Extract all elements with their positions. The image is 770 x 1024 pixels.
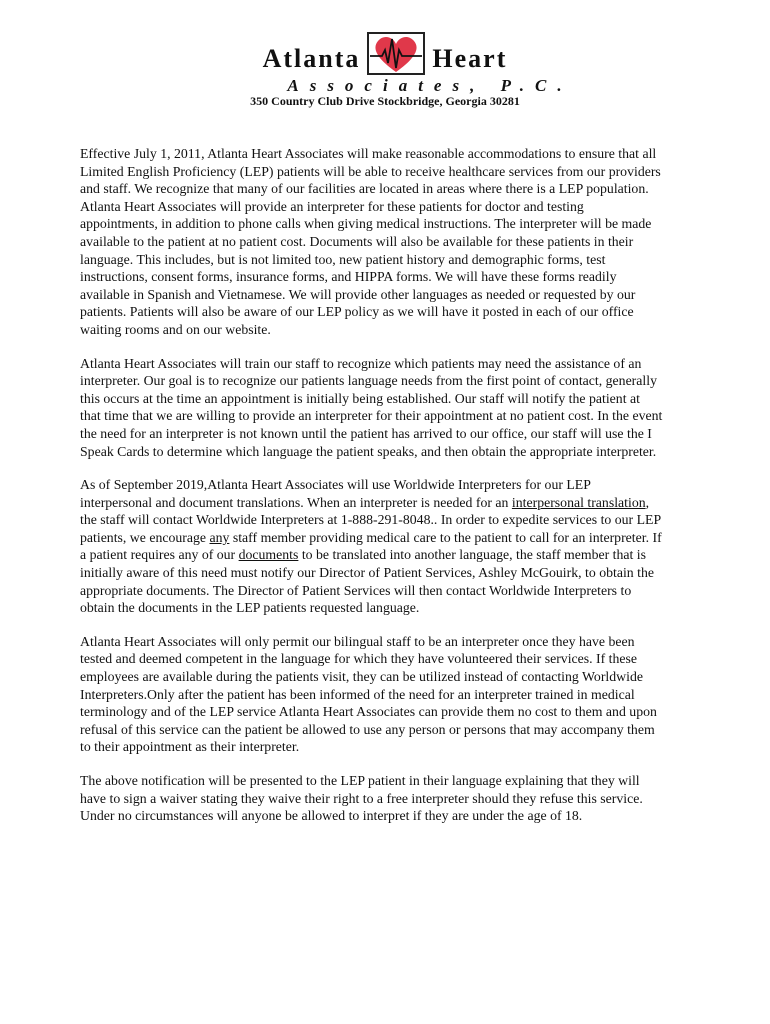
- brand-subtitle: Associates, P.C.: [287, 76, 573, 95]
- brand-word-atlanta: Atlanta: [262, 44, 361, 73]
- paragraph-worldwide-interpreters: [80, 476, 664, 617]
- paragraph-accommodations: Effective July 1, 2011, Atlanta Heart Associates will make reasonable accommodations to ensure that all Limited English Proficiency (LEP) patients will be able to receive healthcare services from our providers and staff. We recognize that many of our facilities are located in areas where there is a LEP population. Atlanta Heart Associates will provide an interpreter for these patients for doctor and testing appointments, in addition to phone calls when giving medical instructions. The interpreter will be made available to the patient at no patient cost. Documents will also be available for these patients in their language. This includes, but is not limited too, new patient history and demographic forms, test instructions, consent forms, insurance forms, and HIPPA forms. We will have these forms readily available in Spanish and Vietnamese. We will provide other languages as needed or requested by our patients. Patients will also be aware of our LEP policy as we will have it posted in each of our office waiting rooms and on our website.: [80, 146, 661, 337]
- paragraph-text-segment: , the staff will contact Worldwide Interpreters at 1-888-291-8048.. In order to expedite services to our LEP patients, we encourage: [80, 494, 661, 545]
- paragraph-waiver-notification: The above notification will be presented to the LEP patient in their language explaining that they will have to sign a waiver stating they waive their right to a free interpreter should they refuse this service. Under no circumstances will anyone be allowed to interpret if they are under the age of 18.: [80, 773, 643, 824]
- paragraph-text-segment: As of September 2019,Atlanta Heart Associates will use Worldwide Interpreters for our LEP interpersonal and document translations. When an interpreter is needed for an: [80, 477, 591, 510]
- address-line: 350 Country Club Drive Stockbridge, Georgia 30281: [250, 94, 520, 108]
- brand-word-heart: Heart: [432, 44, 508, 73]
- underlined-interpersonal-translation: interpersonal translation: [511, 494, 646, 510]
- paragraph-bilingual-staff: Atlanta Heart Associates will only permit our bilingual staff to be an interpreter once they have been tested and deemed competent in the language for which they have volunteered their services. If these employees are available during the patients visit, they can be utilized instead of contacting Worldwide Interpreters.Only after the patient has been informed of the need for an interpreter trained in medical terminology and of the LEP service Atlanta Heart Associates can provide them no cost to them and upon refusal of this service can the patient be allowed to use any person or persons that may accompany them to their appointment as their interpreter.: [80, 633, 657, 755]
- paragraph-staff-training: Atlanta Heart Associates will train our staff to recognize which patients may need the assistance of an interpreter. Our goal is to recognize our patients language needs from the first point of contact, generally this occurs at the time an appointment is initially being established. Our staff will notify the patient at that time that we are willing to provide an interpreter for their appointment at no patient cost. In the event the need for an interpreter is not known until the patient has arrived to our office, our staff will use the I Speak Cards to determine which language the patient speaks, and then obtain the appropriate interpreter.: [80, 355, 663, 459]
- underlined-documents: documents: [238, 547, 299, 563]
- underlined-any: any: [209, 529, 230, 545]
- letterhead: [0, 0, 770, 112]
- paragraph-text-segment: staff member providing medical care to the patient to call for an interpreter. If a patient requires any of our: [80, 529, 662, 563]
- policy-body: [80, 145, 664, 841]
- heart-ecg-icon: [366, 30, 426, 76]
- paragraph-text-segment: to be translated into another language, the staff member that is initially aware of this need must notify our Director of Patient Services, Ashley McGouirk, to obtain the appropriate documents. The Director of Patient Services will then contact Worldwide Interpreters to obtain the documents in the LEP patients requested language.: [80, 547, 654, 616]
